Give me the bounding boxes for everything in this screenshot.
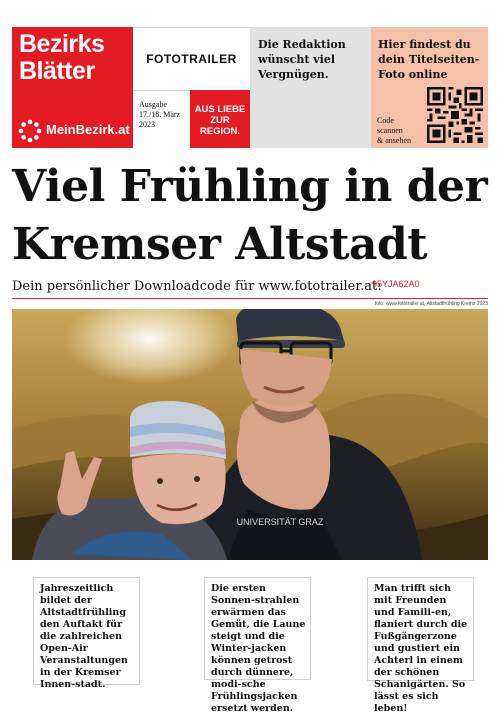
caption-left: Jahreszeitlich bildet der Altstadtfrühling den Auftakt für die zahlreichen Open-Air Veranstaltungen in der Kremser Innen-stadt.	[33, 577, 140, 685]
issue-year: 2023	[139, 120, 155, 129]
slogan-line3: REGION.	[199, 126, 241, 137]
promo-title: Hier findest du dein Titelseiten-Foto online	[378, 38, 480, 81]
redaktion-box	[250, 27, 371, 148]
promo-caption-line3: & ansehen	[377, 136, 411, 145]
download-code[interactable]: 95YJA62A0	[372, 279, 420, 289]
qr-code[interactable]	[427, 87, 483, 143]
headline-line2: Kremser Altstadt	[12, 219, 428, 270]
sub-brand: MeinBezirk.at	[46, 122, 130, 137]
promo-caption	[377, 116, 411, 146]
issue-date: 17./18. März	[139, 110, 181, 119]
photo-credit: foto: www.fototrailer.at, Altstadtfrühling Krems 2023	[374, 301, 488, 307]
promo-caption-line2: scannen	[377, 126, 403, 135]
caption-center: Die ersten Sonnen-strahlen erwärmen das Gemüt, die Laune steigt und die Winter-jacken können getrost durch dünnere, modi-sche Frühlingsjacken ersetzt werden.	[204, 577, 311, 680]
bezirksblaetter-logo	[12, 27, 133, 148]
fototrailer-text: FOTOTRAILER	[146, 52, 237, 66]
brand-name-line1: Bezirks	[19, 30, 105, 58]
slogan-line2: ZUR	[210, 115, 230, 126]
slogan-line1: AUS LIEBE	[194, 104, 246, 115]
brand-name-line2: Blätter	[19, 57, 95, 85]
redaktion-text: Die Redaktion wünscht viel Vergnügen.	[258, 38, 346, 81]
headline	[12, 158, 492, 274]
promo-caption-line1: Code	[377, 116, 394, 125]
issue-info	[133, 90, 189, 148]
issue-label: Ausgabe	[139, 100, 167, 109]
caption-right: Man trifft sich mit Freunden und Famili-en, flaniert durch die Fußgängerzone und gustiert ein Achterl in einem der schönen Schanigärten. So lässt es sich leben!	[367, 577, 474, 681]
download-label: Dein persönlicher Downloadcode für www.fototrailer.at:	[12, 279, 382, 294]
hoodie-text: UNIVERSITÄT GRAZ	[236, 517, 324, 527]
fototrailer-label	[133, 27, 250, 91]
meinbezirk-icon	[18, 119, 42, 143]
cover-photo	[12, 309, 488, 560]
cover-photo-illustration	[12, 309, 488, 560]
divider-line	[12, 298, 488, 299]
slogan-badge	[190, 90, 250, 148]
headline-line1: Viel Frühling in der	[12, 161, 488, 212]
